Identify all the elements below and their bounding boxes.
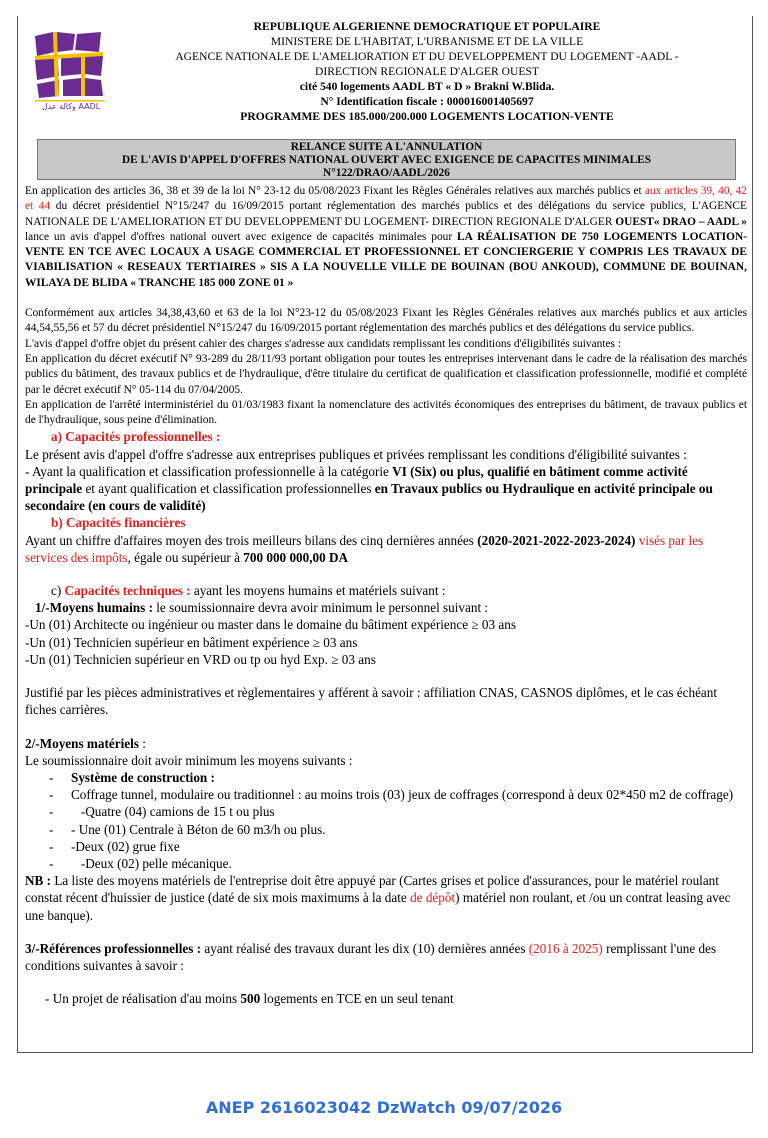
material-means-item xyxy=(25,821,747,838)
justification-text: Justifié par les pièces administratives et règlementaires y afférent à savoir : affiliation CNAS, CASNOS diplômes, et le cas échéant fiches carrières. xyxy=(25,685,718,718)
nb-note xyxy=(25,872,747,924)
section-a-t2c: et ayant qualification et classification professionnelles xyxy=(82,481,375,497)
material-means-item-text: Système de construction : xyxy=(71,769,215,785)
references-title: 3/-Références professionnelles : xyxy=(25,940,202,956)
nb-text-b: ) matériel non roulant, et /ou un contrat leasing avec une banque). xyxy=(25,890,731,923)
references-paragraph xyxy=(25,940,747,974)
legal-line-1: Conformément aux articles 34,38,43,60 et 63 de la loi N°23-12 du 05/08/2023 Fixant les Règles Générales relatives aux marchés publics et aux articles 44,54,55,56 et 57 du décret présidentiel N°15/247 du 16/09/2015 portant réglementation des marchés publics et des délégations du service publics. xyxy=(25,307,747,335)
references-text-a: ayant réalisé des travaux durant les dix (10) dernières années xyxy=(201,940,529,956)
reference-condition-1 xyxy=(25,990,747,1007)
legal-basis-paragraph xyxy=(25,306,747,428)
banner-line-2: DE L'AVIS D'APPEL D'OFFRES NATIONAL OUVERT AVEC EXIGENCE DE CAPACITES MINIMALES xyxy=(122,154,651,166)
material-means-item-text: - Une (01) Centrale à Béton de 60 m3/h ou plus. xyxy=(71,821,326,837)
legal-line-3: En application du décret exécutif N° 93-289 du 28/11/93 portant obligation pour toutes les entreprises intervenant dans le cadre de la réalisation des marchés publics du bâtiment, des travaux publics et de l'hydraulique, d'être titulaire du certificat de qualification et classification professionnelle, modifié et complété par le décret exécutif N° 05-114 du 07/04/2005. xyxy=(25,352,747,396)
intro-articles-red: aux articles 39, 40, 42 et 44 xyxy=(25,185,748,213)
legal-line-2: L'avis d'appel d'offre objet du présent cahier des charges s'adresse aux candidats remplissant les conditions d'éligibilités suivantes : xyxy=(25,337,621,350)
header-line-address: cité 540 logements AADL BT « D » Brakni W.Blida. xyxy=(299,80,555,93)
section-b-t1a: Ayant un chiffre d'affaires moyen des trois meilleurs bilans des cinq dernières années xyxy=(25,532,478,548)
intro-text-a: En application des articles 36, 38 et 39 de la loi N° 23-12 du 05/08/2023 Fixant les Règles Générales relatives aux marchés publics et xyxy=(25,185,645,197)
intro-text-d: lance un avis d'appel d'offres national ouvert avec exigence de capacités minimales pour xyxy=(25,230,458,243)
material-means-item-text: -Deux (02) grue fixe xyxy=(71,838,180,854)
material-means-list xyxy=(25,769,747,872)
header-line-ministry: MINISTERE DE L'HABITAT, L'URBANISME ET DE LA VILLE xyxy=(270,35,584,48)
header-line-direction: DIRECTION REGIONALE D'ALGER OUEST xyxy=(315,65,539,78)
legal-line-4: En application de l'arrêté interministériel du 01/03/1983 fixant la nomenclature des activités économiques des entreprises du bâtiment, de travaux publics et de l'hydraulique, sous peine d'élimination. xyxy=(25,398,747,427)
intro-drao: OUEST« DRAO – AADL » xyxy=(615,215,747,228)
section-b-t1d: , égale ou supérieur à xyxy=(127,549,244,565)
list-dash: - xyxy=(49,838,54,854)
section-c-title: Capacités techniques : xyxy=(64,583,191,599)
human-means-title: 1/-Moyens humains : xyxy=(35,600,153,616)
section-c-prefix: c) xyxy=(51,583,65,599)
material-means-item xyxy=(25,769,747,786)
section-a-t2a: - Ayant la qualification et classification professionnelle à la catégorie xyxy=(25,463,393,479)
section-c-rest: ayant les moyens humains et matériels suivant : xyxy=(190,583,446,599)
material-means-title: 2/-Moyens matériels xyxy=(25,735,139,751)
section-technical-capacities xyxy=(25,582,747,1007)
intro-project-title: LA RÉALISATION DE 750 LOGEMENTS LOCATION-VENTE EN TCE AVEC LOCAUX A USAGE COMMERCIAL ET PROFESSIONNEL ET CONCIERGERIE Y COMPRIS LES TRAVAUX DE VIABILISATION « RESEAUX TERTIAIRES » SIS A LA NOUVELLE VILLE DE BOUINAN (BOU ANKOUD), COMMUNE DE BOUINAN, WILAYA DE BLIDA « TRANCHE 185 000 ZONE 01 » xyxy=(25,230,747,289)
human-means-item-3: -Un (01) Technicien supérieur en VRD ou tp ou hyd Exp. ≥ 03 ans xyxy=(25,651,376,667)
nb-red: de dépôt xyxy=(410,890,456,906)
document-body xyxy=(25,184,747,1007)
intro-text-b: du décret présidentiel N°15/247 du 16/09/2015 portant réglementation des marchés publics et des délégations du service publics, L'AGENCE NATIONALE DE L'AMELIORATION ET DU DEVELOPPEMENT DU LOGEMENT- DIRECTION REGIONALE D'ALGER xyxy=(25,200,747,228)
notice-title-banner xyxy=(37,139,736,180)
section-b-text xyxy=(25,532,747,566)
material-means-item-text: -Quatre (04) camions de 15 t ou plus xyxy=(71,804,275,820)
nb-text-a: La liste des moyens matériels de l'entreprise doit être appuyé par (Cartes grises et police d'assurances, pour le matériel roulant constat récent d'huissier de justice (daté de six mois maximums à la date xyxy=(25,873,719,906)
list-dash: - xyxy=(49,769,54,785)
intro-paragraph xyxy=(25,184,747,291)
reference-count: 500 xyxy=(240,991,261,1007)
human-means-rest: le soumissionnaire devra avoir minimum le personnel suivant : xyxy=(152,600,489,616)
banner-line-1: RELANCE SUITE A L'ANNULATION xyxy=(290,141,483,153)
header-line-agency: AGENCE NATIONALE DE L'AMELIORATION ET DU DEVELOPPEMENT DU LOGEMENT -AADL - xyxy=(175,50,679,63)
header-line-republic: REPUBLIQUE ALGERIENNE DEMOCRATIQUE ET POPULAIRE xyxy=(253,20,601,33)
section-c-title-line xyxy=(25,582,747,599)
section-b-amount: 700 000 000,00 DA xyxy=(243,549,349,565)
list-dash: - xyxy=(49,804,54,820)
material-means-intro: Le soumissionnaire doit avoir minimum les moyens suivants : xyxy=(25,752,353,768)
material-means-item-text: Coffrage tunnel, modulaire ou traditionnel : au moins trois (03) jeux de coffrages (correspond à deux 02*450 m2 de coffrage) xyxy=(71,787,734,803)
section-b-years: (2020-2021-2022-2023-2024) xyxy=(477,532,636,548)
document-header xyxy=(17,16,753,128)
section-b-tax-red: visés par les services des impôts xyxy=(25,532,704,565)
reference-text-c: logements en TCE en un seul tenant xyxy=(260,991,454,1007)
section-a-t2b: VI (Six) ou plus, qualifié en bâtiment comme activité principale xyxy=(25,463,688,497)
logo-text: ﻭﻛﺎﻟﺔ ﻋﺪﻝ AADL xyxy=(41,102,101,111)
list-dash: - xyxy=(49,855,54,871)
material-means-item xyxy=(25,838,747,855)
header-text xyxy=(117,19,737,124)
human-means-item-1: -Un (01) Architecte ou ingénieur ou master dans le domaine du bâtiment expérience ≥ 03 ans xyxy=(25,617,516,633)
references-years-red: (2016 à 2025) xyxy=(528,940,603,956)
human-means-item-2: -Un (01) Technicien supérieur en bâtiment expérience ≥ 03 ans xyxy=(25,634,358,650)
section-a-title: a) Capacités professionnelles : xyxy=(51,429,221,445)
footer-anep-reference: ANEP 2616023042 DzWatch 09/07/2026 xyxy=(205,1098,563,1117)
material-means-item xyxy=(25,803,747,820)
section-b-title: b) Capacités financières xyxy=(51,515,186,531)
list-dash: - xyxy=(49,821,54,837)
references-text-b: remplissant l'une des conditions suivantes à savoir : xyxy=(25,940,717,973)
list-dash: - xyxy=(49,787,54,803)
header-line-fiscal-id: N° Identification fiscale : 000016001405697 xyxy=(320,95,534,108)
material-means-item-text: -Deux (02) pelle mécanique. xyxy=(71,855,232,871)
section-a-text-2 xyxy=(25,463,747,515)
banner-line-3: N°122/DRAO/AADL/2026 xyxy=(323,167,450,179)
aadl-logo xyxy=(31,30,109,114)
header-line-programme: PROGRAMME DES 185.000/200.000 LOGEMENTS LOCATION-VENTE xyxy=(240,110,614,123)
section-a-text-1: Le présent avis d'appel d'offre s'adresse aux entreprises publiques et privées remplissant les conditions d'éligibilité suivantes : xyxy=(25,446,687,462)
section-a-t2d: en Travaux publics ou Hydraulique en activité principale ou secondaire (en cours de validité) xyxy=(25,481,713,514)
nb-label: NB : xyxy=(25,873,52,889)
material-means-colon: : xyxy=(138,735,146,751)
human-means-title-line xyxy=(25,599,747,616)
section-financial-capacities xyxy=(25,514,747,566)
material-means-title-line xyxy=(25,735,747,752)
material-means-item xyxy=(25,786,747,803)
reference-text-a: - Un projet de réalisation d'au moins xyxy=(45,991,241,1007)
section-professional-capacities xyxy=(25,428,747,514)
material-means-item xyxy=(25,855,747,872)
